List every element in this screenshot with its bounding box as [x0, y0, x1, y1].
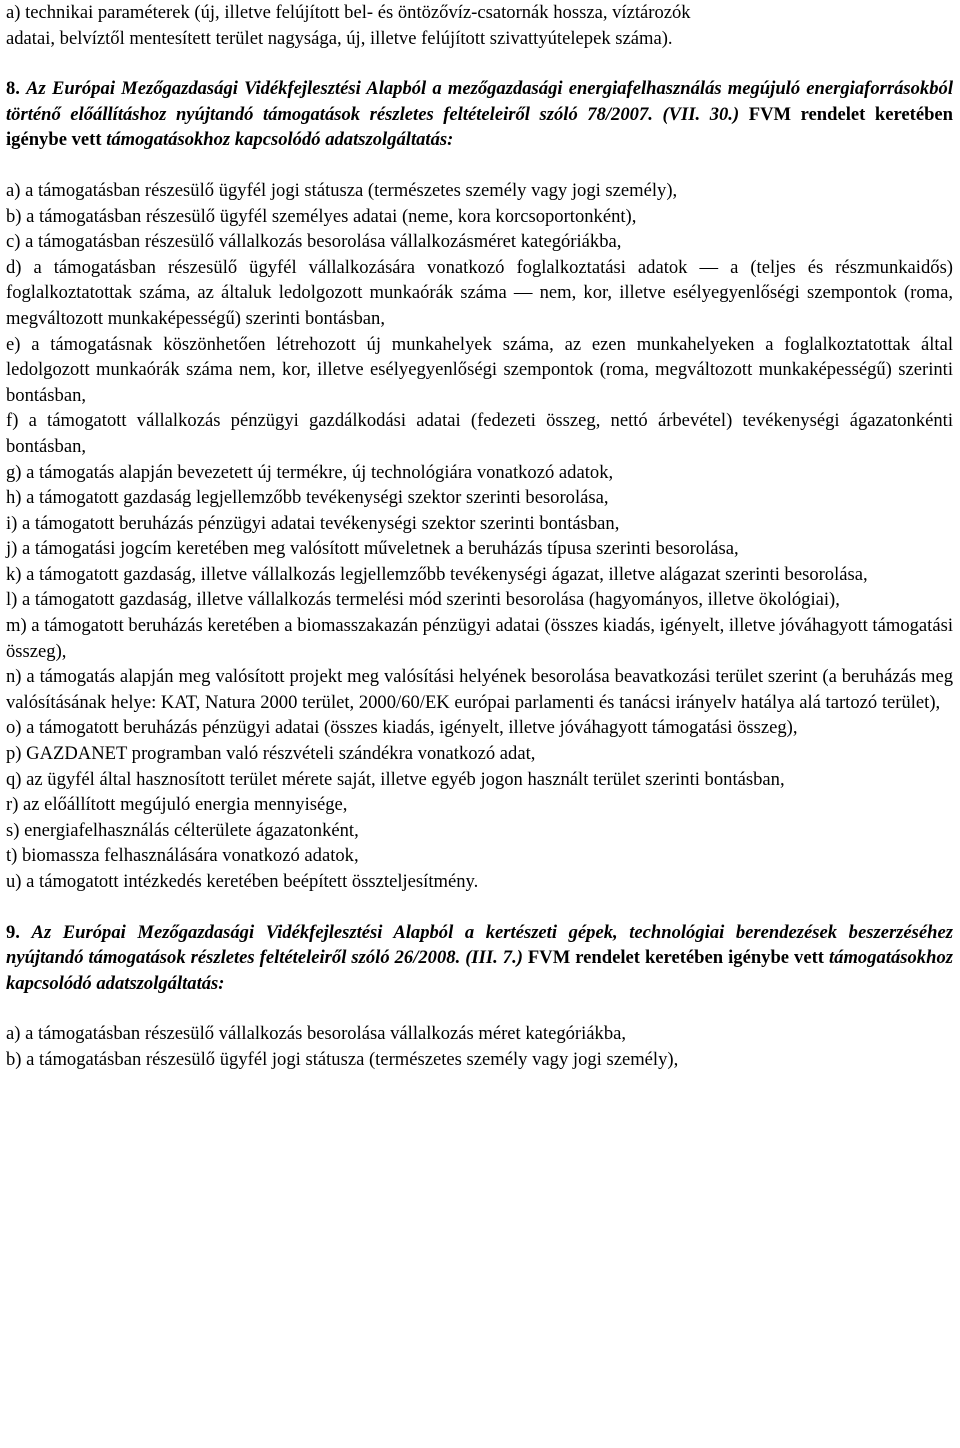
list-item: e) a támogatásnak köszönhetően létrehozott új munkahelyek száma, az ezen munkahelyeken a foglalkoztatottak által ledolgozott munkaórák száma nem, kor, illetve esélyegyenlőségi szempontok (roma, megváltozott munkaképességű) szerinti bontásban,	[6, 333, 953, 406]
section-8-list	[6, 178, 953, 895]
list-item: n) a támogatás alapján meg valósított projekt meg valósítási helyének besorolása beavatkozási terület szerint (a beruházás meg valósításának helye: KAT, Natura 2000 terület, 2000/60/EK európai parlamenti és tanácsi irányelv hatálya alá tartozó terület),	[6, 666, 953, 713]
intro-line-1: a) technikai paraméterek (új, illetve felújított bel- és öntözővíz-csatornák hossza, víztározók	[6, 2, 691, 23]
list-item: c) a támogatásban részesülő vállalkozás besorolása vállalkozásméret kategóriákba,	[6, 231, 622, 253]
list-item: j) a támogatási jogcím keretében meg valósított műveletnek a beruházás típusa szerinti besorolása,	[6, 538, 739, 560]
list-item: r) az előállított megújuló energia mennyisége,	[6, 794, 348, 816]
list-item: s) energiafelhasználás célterülete ágazatonként,	[6, 819, 359, 841]
list-item: l) a támogatott gazdaság, illetve vállalkozás termelési mód szerinti besorolása (hagyományos, illetve ökológiai),	[6, 589, 840, 611]
list-item: o) a támogatott beruházás pénzügyi adatai (összes kiadás, igényelt, illetve jóváhagyott támogatási összeg),	[6, 717, 798, 739]
section-8-title-italic-2: támogatásokhoz kapcsolódó adatszolgáltatás:	[106, 129, 454, 151]
list-item: q) az ügyfél által hasznosított terület mérete saját, illetve egyéb jogon használt terület szerinti bontásban,	[6, 768, 785, 790]
list-item: p) GAZDANET programban való részvételi szándékra vonatkozó adat,	[6, 743, 536, 765]
list-item: h) a támogatott gazdaság legjellemzőbb tevékenységi szektor szerinti besorolása,	[6, 487, 609, 509]
section-9-heading	[6, 920, 953, 997]
section-9-title-italic-2: támogatásokhoz kapcsolódó adatszolgáltatás:	[6, 947, 953, 994]
list-item: b) a támogatásban részesülő ügyfél jogi státusza (természetes személy vagy jogi személy),	[6, 1048, 679, 1070]
list-item: b) a támogatásban részesülő ügyfél személyes adatai (neme, kora korcsoportonként),	[6, 205, 637, 227]
section-9-title-plain: FVM rendelet keretében igénybe vett	[522, 947, 829, 969]
section-8-number: 8.	[6, 78, 20, 100]
list-item: a) a támogatásban részesülő ügyfél jogi státusza (természetes személy vagy jogi személy),	[6, 179, 678, 201]
intro-paragraph	[6, 0, 953, 51]
section-8-title-plain: FVM rendelet keretében igénybe vett	[6, 103, 954, 151]
list-item: i) a támogatott beruházás pénzügyi adatai tevékenységi szektor szerinti bontásban,	[6, 512, 620, 534]
list-item: k) a támogatott gazdaság, illetve vállalkozás legjellemzőbb tevékenységi ágazat, illetve alágazat szerinti besorolása,	[6, 563, 868, 585]
list-item: d) a támogatásban részesülő ügyfél vállalkozására vonatkozó foglalkoztatási adatok — a (teljes és részmunkaidős) foglalkoztatottak száma, az általuk ledolgozott munkaórák száma — nem, kor, illetve esélyegyenlőségi szempontok (roma, megváltozott munkaképességű) szerinti bontásban,	[6, 256, 953, 329]
section-8-heading	[6, 76, 953, 153]
intro-line-2: adatai, belvíztől mentesített terület nagysága, új, illetve felújított szivattyútelepek száma).	[6, 27, 673, 49]
list-item: u) a támogatott intézkedés keretében beépített összteljesítmény.	[6, 871, 479, 892]
list-item: t) biomassza felhasználására vonatkozó adatok,	[6, 845, 359, 867]
list-item: a) a támogatásban részesülő vállalkozás besorolása vállalkozás méret kategóriákba,	[6, 1023, 627, 1045]
list-item: g) a támogatás alapján bevezetett új termékre, új technológiára vonatkozó adatok,	[6, 461, 614, 483]
section-9-title-italic: Az Európai Mezőgazdasági Vidékfejlesztési Alapból a kertészeti gépek, technológiai berendezések beszerzéséhez nyújtandó támogatások részletes feltételeiről szóló 26/2008. (III. 7.)	[6, 921, 953, 969]
section-9-number: 9.	[6, 921, 20, 943]
section-8-title-italic: Az Európai Mezőgazdasági Vidékfejlesztési Alapból a mezőgazdasági energiafelhasználás megújuló energiaforrásokból történő előállításhoz nyújtandó támogatások részletes feltételeiről szóló 78/2007. (VII. 30.)	[6, 78, 953, 125]
list-item: f) a támogatott vállalkozás pénzügyi gazdálkodási adatai (fedezeti összeg, nettó árbevétel) tevékenységi ágazatonkénti bontásban,	[6, 410, 953, 457]
section-9-list	[6, 1021, 953, 1072]
list-item: m) a támogatott beruházás keretében a biomasszakazán pénzügyi adatai (összes kiadás, igényelt, illetve jóváhagyott támogatási összeg),	[6, 615, 953, 662]
